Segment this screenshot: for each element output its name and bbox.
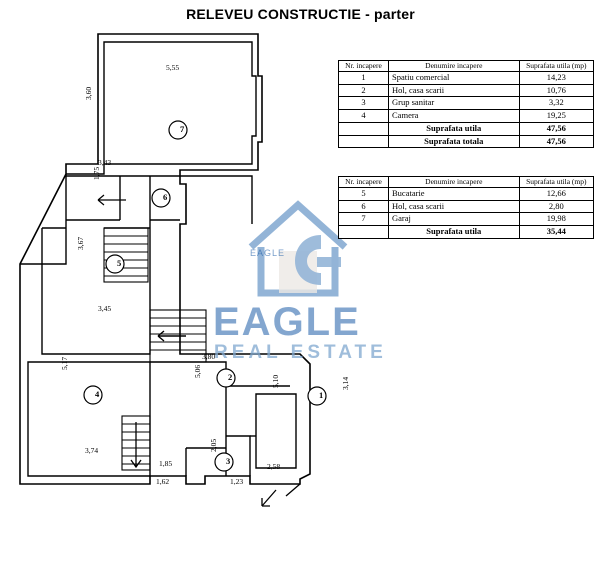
table-row <box>339 213 594 226</box>
cell-total-value: 47,56 <box>519 122 593 135</box>
watermark-subtitle: REAL ESTATE <box>214 342 387 363</box>
dim-3-74: 3,74 <box>85 446 99 455</box>
dim-3-43: 3,43 <box>98 158 112 167</box>
dim-3-80: 3,80 <box>202 352 216 361</box>
cell-nr: 6 <box>339 200 389 213</box>
table-row <box>339 200 594 213</box>
dim-3-14: 3,14 <box>341 376 350 390</box>
dim-1-23: 1,23 <box>230 477 244 486</box>
table-total-row <box>339 135 594 148</box>
col-header-nr: Nr. incapere <box>339 61 389 72</box>
watermark-brand: EAGLE <box>213 300 361 344</box>
cell-name: Hol, casa scarii <box>389 84 520 97</box>
room-markers <box>84 121 326 471</box>
dim-1-75: 1,75 <box>92 166 101 180</box>
cell-name: Spatiu comercial <box>389 71 520 84</box>
col-header-area: Suprafata utila (mp) <box>519 61 593 72</box>
col-header-area: Suprafata utila (mp) <box>519 177 593 188</box>
cell-total-label: Suprafata utila <box>389 122 520 135</box>
room-label-1: 1 <box>319 390 324 400</box>
cell-nr: 2 <box>339 84 389 97</box>
room-label-5: 5 <box>117 258 122 268</box>
dim-3-60: 3,60 <box>84 86 93 100</box>
dim-3-67: 3,67 <box>76 236 85 250</box>
cell-area: 19,25 <box>519 110 593 123</box>
col-header-name: Denumire incapere <box>389 61 520 72</box>
table-total-row <box>339 226 594 239</box>
table-row <box>339 71 594 84</box>
cell-area: 14,23 <box>519 71 593 84</box>
dim-2-05: 2,05 <box>209 438 218 452</box>
cell-area: 12,66 <box>519 187 593 200</box>
cell-total-label: Suprafata utila <box>389 226 520 239</box>
cell-nr: 3 <box>339 97 389 110</box>
cell-total-label: Suprafata totala <box>389 135 520 148</box>
floor-plan <box>0 24 340 544</box>
table-row <box>339 84 594 97</box>
cell-area: 10,76 <box>519 84 593 97</box>
plan-walls <box>20 34 310 484</box>
cell-name: Hol, casa scarii <box>389 200 520 213</box>
table-total-row <box>339 122 594 135</box>
room-label-7: 7 <box>180 124 185 134</box>
cell-total-value: 47,56 <box>519 135 593 148</box>
cell-name: Bucatarie <box>389 187 520 200</box>
col-header-name: Denumire incapere <box>389 177 520 188</box>
cell-name: Grup sanitar <box>389 97 520 110</box>
cell-nr: 5 <box>339 187 389 200</box>
dim-3-45: 3,45 <box>98 304 112 313</box>
cell-nr: 7 <box>339 213 389 226</box>
page-title: RELEVEU CONSTRUCTIE - parter <box>186 6 415 22</box>
dim-5-06: 5,06 <box>193 364 202 378</box>
cell-area: 2,80 <box>519 200 593 213</box>
cell-empty <box>339 122 389 135</box>
cell-name: Garaj <box>389 213 520 226</box>
cell-total-value: 35,44 <box>519 226 593 239</box>
cell-nr: 1 <box>339 71 389 84</box>
table-header-row <box>339 61 594 72</box>
dim-5-17: 5,17 <box>60 356 69 370</box>
watermark-mark-text: EAGLE <box>250 248 286 258</box>
dim-1-62: 1,62 <box>156 477 170 486</box>
dim-1-85: 1,85 <box>159 459 173 468</box>
cell-area: 19,98 <box>519 213 593 226</box>
room-label-6: 6 <box>163 192 168 202</box>
cell-area: 3,32 <box>519 97 593 110</box>
dim-5-10: 5,10 <box>271 374 280 388</box>
cell-name: Camera <box>389 110 520 123</box>
dim-2-58: 2,58 <box>267 462 281 471</box>
room-label-4: 4 <box>95 389 100 399</box>
table-row <box>339 97 594 110</box>
table-header-row <box>339 177 594 188</box>
table-parter-1 <box>338 60 594 148</box>
room-label-3: 3 <box>226 456 231 466</box>
table-parter-2 <box>338 176 594 239</box>
cell-nr: 4 <box>339 110 389 123</box>
cell-empty <box>339 135 389 148</box>
table-row <box>339 110 594 123</box>
dim-5-55: 5,55 <box>166 63 180 72</box>
cell-empty <box>339 226 389 239</box>
room-label-2: 2 <box>228 372 233 382</box>
col-header-nr: Nr. incapere <box>339 177 389 188</box>
table-row <box>339 187 594 200</box>
